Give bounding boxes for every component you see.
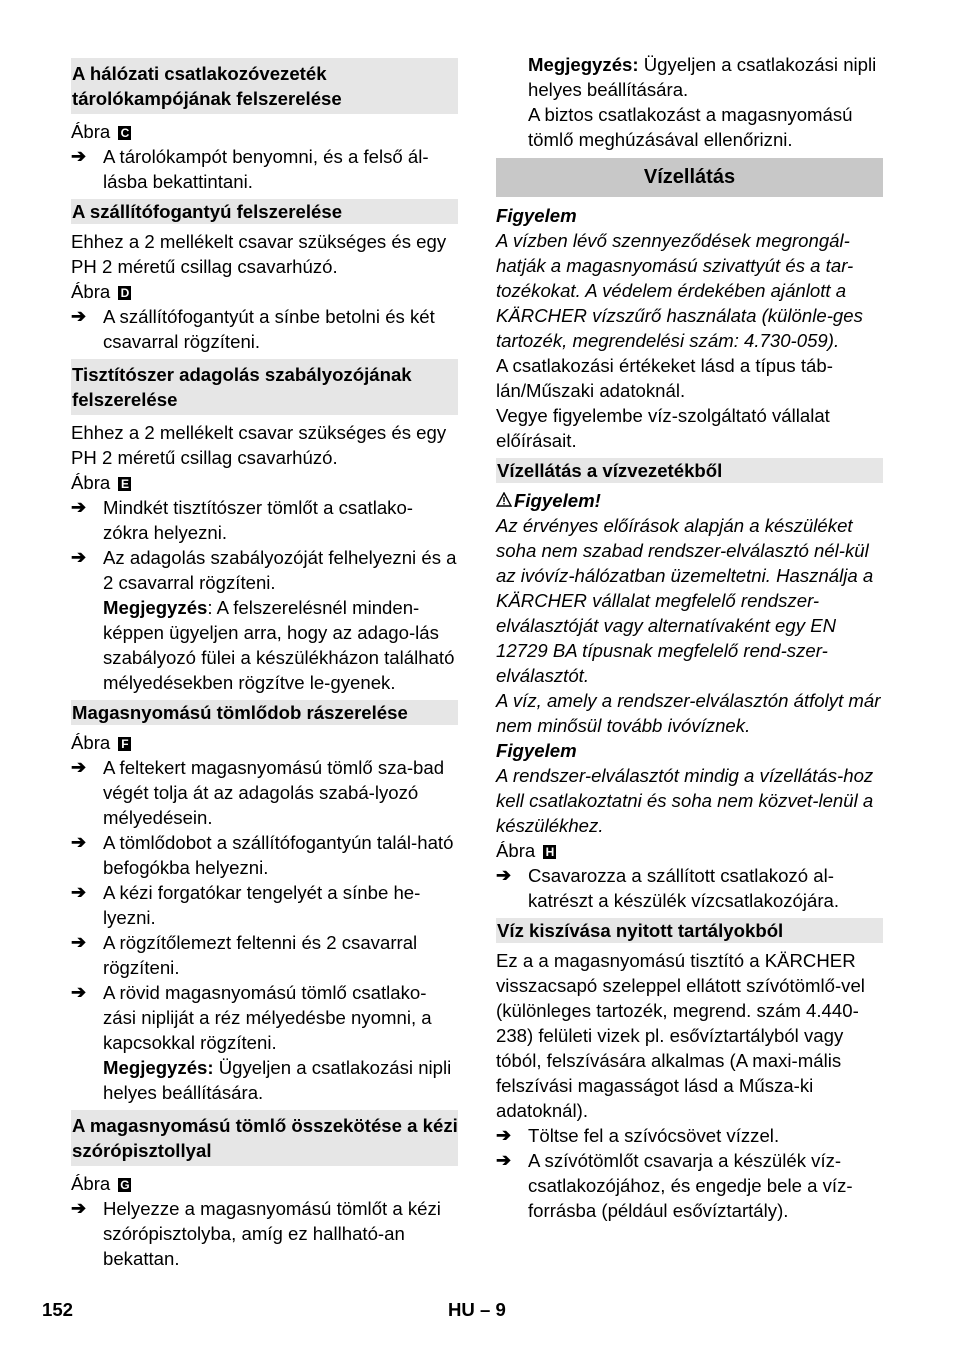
arrow-right-icon: ➔ bbox=[71, 547, 87, 567]
left-column bbox=[71, 52, 458, 1271]
section-heading-open-tanks: Víz kiszívása nyitott tartályokból bbox=[496, 918, 883, 943]
arrow-right-icon: ➔ bbox=[71, 497, 87, 517]
figure-label: Ábra bbox=[496, 840, 536, 861]
figure-ref bbox=[71, 279, 458, 304]
figure-label: Ábra bbox=[71, 1173, 111, 1194]
step-text: Mindkét tisztítószer tömlőt a csatlako-zókra helyezni. bbox=[103, 497, 414, 543]
figure-letter: G bbox=[120, 1178, 130, 1192]
arrow-right-icon: ➔ bbox=[496, 1150, 512, 1170]
paragraph: A csatlakozási értékeket lásd a típus táb-lán/Műszaki adatoknál. bbox=[496, 355, 833, 401]
figure-ref bbox=[496, 838, 883, 863]
figure-letter: H bbox=[543, 845, 556, 859]
arrow-right-icon: ➔ bbox=[71, 932, 87, 952]
figure-letter: D bbox=[118, 286, 131, 300]
attention-label: Figyelem bbox=[496, 740, 577, 761]
arrow-right-icon: ➔ bbox=[71, 306, 87, 326]
right-column bbox=[496, 52, 883, 1223]
list-item bbox=[496, 1123, 883, 1148]
note-label: Megjegyzés: bbox=[103, 1057, 214, 1078]
list-item bbox=[71, 980, 458, 1055]
paragraph: Vegye figyelembe víz-szolgáltató vállalat előírásait. bbox=[496, 405, 830, 451]
section-heading-storage-hook: A hálózati csatlakozóvezeték tárolókampójának felszerelése bbox=[71, 58, 458, 114]
list-item bbox=[71, 304, 458, 354]
attention-text: A rendszer-elválasztót mindig a vízellátás-hoz kell csatlakoztatni és soha nem közvet-lenül a készülékhez. bbox=[496, 765, 874, 836]
warning-triangle-icon bbox=[496, 488, 514, 513]
figure-ref bbox=[71, 1171, 458, 1196]
figure-letter: C bbox=[118, 126, 131, 140]
section-heading-transport-handle: A szállítófogantyú felszerelése bbox=[71, 199, 458, 224]
section-heading-hose-reel: Magasnyomású tömlődob rászerelése bbox=[71, 700, 458, 725]
figure-label: Ábra bbox=[71, 732, 111, 753]
arrow-right-icon: ➔ bbox=[496, 865, 512, 885]
attention-label: Figyelem bbox=[496, 205, 577, 226]
attention-text: A vízben lévő szennyeződések megrongál-hatják a magasnyomású szivattyút és a tar-tozékokat. A védelem érdekében ajánlott a KÄRCHER vízszűrő használata (különle-ges tartozék, megrendelési szám: 4.730-059). bbox=[496, 230, 863, 351]
step-text: A tömlődobot a szállítófogantyún talál-ható befogókba helyezni. bbox=[103, 832, 454, 878]
figure-letter: E bbox=[118, 477, 131, 491]
list-item bbox=[71, 930, 458, 980]
paragraph: Ez a a magasnyomású tisztító a KÄRCHER visszacsapó szeleppel ellátott szívótömlő-vel (különleges tartozék, megrend. szám 4.440-238) felületi vizek pl. esővíztartályból vagy tóból, felszívására alkalmas (A maxi-mális felszívási magasságot lásd a Műsza-ki adatoknál). bbox=[496, 950, 865, 1121]
step-text: A rövid magasnyomású tömlő csatlako-zási nipliját a réz mélyedésbe nyomni, a kapcsokkal rögzíteni. bbox=[103, 982, 432, 1053]
chapter-heading-water-supply: Vízellátás bbox=[496, 158, 883, 197]
note-label: Megjegyzés: bbox=[528, 54, 639, 75]
paragraph: Ehhez a 2 mellékelt csavar szükséges és egy PH 2 méretű csillag csavarhúzó. bbox=[71, 422, 447, 468]
note bbox=[71, 1055, 458, 1105]
note-continuation: A biztos csatlakozást a magasnyomású tömlő meghúzásával ellenőrizni. bbox=[528, 104, 853, 150]
section-footer: HU – 9 bbox=[448, 1299, 506, 1320]
figure-ref bbox=[71, 730, 458, 755]
warning-label: Figyelem! bbox=[514, 490, 601, 511]
figure-label: Ábra bbox=[71, 121, 111, 142]
note-text: : A felszerelésnél minden-képpen ügyeljen arra, hogy az adago-lás szabályozó fülei a készülékházon található mélyedésekben rögzítve le-gyenek. bbox=[103, 597, 455, 693]
note bbox=[496, 52, 883, 102]
step-text: Az adagolás szabályozóját felhelyezni és a 2 csavarral rögzíteni. bbox=[103, 547, 457, 593]
figure-ref bbox=[71, 119, 458, 144]
list-item bbox=[71, 830, 458, 880]
figure-letter: F bbox=[118, 737, 131, 751]
figure-ref bbox=[71, 470, 458, 495]
list-item bbox=[71, 755, 458, 830]
section-heading-detergent-dosing: Tisztítószer adagolás szabályozójának felszerelése bbox=[71, 359, 458, 415]
step-text: A szállítófogantyút a sínbe betolni és két csavarral rögzíteni. bbox=[103, 306, 435, 352]
list-item bbox=[71, 495, 458, 545]
list-item bbox=[71, 1196, 458, 1271]
note bbox=[71, 595, 458, 695]
arrow-right-icon: ➔ bbox=[71, 146, 87, 166]
arrow-right-icon: ➔ bbox=[71, 882, 87, 902]
step-text: Töltse fel a szívócsövet vízzel. bbox=[528, 1125, 780, 1146]
arrow-right-icon: ➔ bbox=[496, 1125, 512, 1145]
step-text: A rögzítőlemezt feltenni és 2 csavarral rögzíteni. bbox=[103, 932, 418, 978]
note-label: Megjegyzés bbox=[103, 597, 208, 618]
section-heading-mains-water: Vízellátás a vízvezetékből bbox=[496, 458, 883, 483]
warning bbox=[496, 488, 883, 513]
list-item bbox=[71, 545, 458, 595]
arrow-right-icon: ➔ bbox=[71, 832, 87, 852]
section-heading-spray-gun: A magasnyomású tömlő összekötése a kézi szórópisztollyal bbox=[71, 1110, 458, 1166]
list-item bbox=[71, 144, 458, 194]
step-text: Csavarozza a szállított csatlakozó al-katrészt a készülék vízcsatlakozójára. bbox=[528, 865, 840, 911]
arrow-right-icon: ➔ bbox=[71, 982, 87, 1002]
note-text: Ügyeljen a csatlakozási nipli helyes beállítására. bbox=[103, 1057, 452, 1103]
page-number: 152 bbox=[42, 1299, 74, 1320]
arrow-right-icon: ➔ bbox=[71, 1198, 87, 1218]
warning-text: A víz, amely a rendszer-elválasztón átfolyt már nem minősül tovább ivóvíznek. bbox=[496, 690, 881, 736]
list-item bbox=[496, 863, 883, 913]
note-text: Ügyeljen a csatlakozási nipli helyes beállítására. bbox=[528, 54, 877, 100]
step-text: Helyezze a magasnyomású tömlőt a kézi szórópisztolyba, amíg ez hallható-an bekattan. bbox=[103, 1198, 441, 1269]
arrow-right-icon: ➔ bbox=[71, 757, 87, 777]
step-text: A tárolókampót benyomni, és a felső ál-lásba bekattintani. bbox=[103, 146, 429, 192]
figure-label: Ábra bbox=[71, 472, 111, 493]
paragraph: Ehhez a 2 mellékelt csavar szükséges és egy PH 2 méretű csillag csavarhúzó. bbox=[71, 231, 447, 277]
step-text: A szívótömlőt csavarja a készülék víz-csatlakozójához, és engedje bele a víz-forrásba (például esővíztartály). bbox=[528, 1150, 853, 1221]
figure-label: Ábra bbox=[71, 281, 111, 302]
list-item bbox=[71, 880, 458, 930]
list-item bbox=[496, 1148, 883, 1223]
step-text: A kézi forgatókar tengelyét a sínbe he-lyezni. bbox=[103, 882, 421, 928]
warning-text: Az érvényes előírások alapján a készüléket soha nem szabad rendszer-elválasztó nél-kül az ivóvíz-hálózatban üzemeltetni. Használja a KÄRCHER vállalat megfelelő rendszer-elválasztóját vagy alternatívaként egy EN 12729 BA típusnak megfelelő rend-szer-elválasztót. bbox=[496, 515, 874, 686]
step-text: A feltekert magasnyomású tömlő sza-bad végét tolja át az adagolás szabá-lyozó mélyedésein. bbox=[103, 757, 445, 828]
